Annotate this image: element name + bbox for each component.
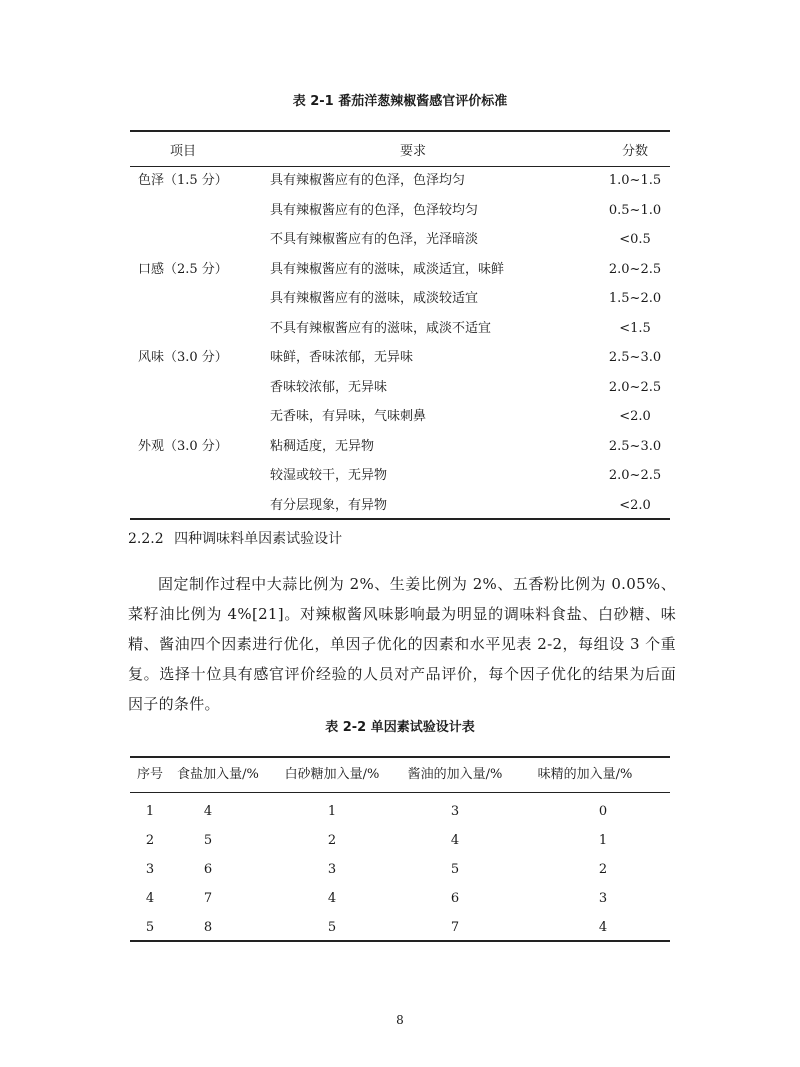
table2-cell: 6 xyxy=(203,862,213,877)
table2-caption: 表 2-2 单因素试验设计表 xyxy=(325,720,475,735)
table2-header-cell: 食盐加入量/% xyxy=(177,767,259,782)
table1-cell-requirement: 具有辣椒酱应有的色泽，色泽均匀 xyxy=(270,173,466,188)
table1-cell-requirement: 有分层现象，有异物 xyxy=(270,498,388,513)
table1-cell-requirement: 较湿或较干，无异物 xyxy=(270,468,388,483)
table1-cell-score: 1.5~2.0 xyxy=(608,291,662,306)
table2-cell: 7 xyxy=(450,920,460,935)
table2-cell: 2 xyxy=(327,833,337,848)
table1-cell-score: <1.5 xyxy=(619,321,651,336)
table1-cell-score: 2.5~3.0 xyxy=(608,439,662,454)
table1-cell-requirement: 无香味，有异味，气味刺鼻 xyxy=(270,409,427,424)
table2-cell: 1 xyxy=(145,804,155,819)
page-number: 8 xyxy=(396,1013,404,1027)
paragraph-text: 固定制作过程中大蒜比例为 2%、生姜比例为 2%、五香粉比例为 0.05%、菜籽油比例为 4%[21]。对辣椒酱风味影响最为明显的调味料食盐、白砂糖、味精、酱油四个因素进行优化，单因子优化的因素和水平见表 2-2，每组设 3 个重复。选择十位具有感官评价经验的人员对产品评价，每个因子优化的结果为后面因子的条件。 xyxy=(128,575,676,713)
table2-header-cell: 味精的加入量/% xyxy=(537,767,633,782)
table2-cell: 8 xyxy=(203,920,213,935)
table2-cell: 4 xyxy=(450,833,460,848)
table2-cell: 1 xyxy=(327,804,337,819)
table2-bottom-rule xyxy=(130,940,670,942)
section-heading xyxy=(128,528,342,548)
table2-cell: 4 xyxy=(327,891,337,906)
table1-cell-requirement: 具有辣椒酱应有的色泽，色泽较均匀 xyxy=(270,203,479,218)
section-number: 2.2.2 xyxy=(128,531,164,547)
table2-top-rule xyxy=(130,756,670,758)
table1-cell-requirement: 香味较浓郁，无异味 xyxy=(270,380,388,395)
table2-cell: 1 xyxy=(598,833,608,848)
table2-cell: 4 xyxy=(203,804,213,819)
table1-cell-requirement: 味鲜，香味浓郁，无异味 xyxy=(270,350,414,365)
table2-header-cell: 序号 xyxy=(136,767,163,782)
table1-header-score: 分数 xyxy=(621,144,648,159)
table1-cell-item: 色泽（1.5 分） xyxy=(138,173,228,188)
table1-bottom-rule xyxy=(130,518,670,520)
table1-cell-requirement: 不具有辣椒酱应有的滋味，咸淡不适宜 xyxy=(270,321,492,336)
table1-header-rule xyxy=(130,166,670,167)
section-title: 四种调味料单因素试验设计 xyxy=(174,531,343,547)
table2-cell: 6 xyxy=(450,891,460,906)
table2-cell: 3 xyxy=(598,891,608,906)
table1-caption: 表 2-1 番茄洋葱辣椒酱感官评价标准 xyxy=(292,94,508,109)
table2-cell: 5 xyxy=(327,920,337,935)
table1-cell-score: <0.5 xyxy=(619,232,651,247)
table1-cell-requirement: 具有辣椒酱应有的滋味，咸淡较适宜 xyxy=(270,291,479,306)
table1-cell-requirement: 粘稠适度，无异物 xyxy=(270,439,375,454)
table1-cell-item: 口感（2.5 分） xyxy=(138,262,228,277)
table2-cell: 5 xyxy=(145,920,155,935)
table2-cell: 0 xyxy=(598,804,608,819)
table1-cell-score: 2.0~2.5 xyxy=(608,262,662,277)
table2-cell: 7 xyxy=(203,891,213,906)
table2-cell: 3 xyxy=(327,862,337,877)
table2-header-cell: 酱油的加入量/% xyxy=(407,767,503,782)
table2-cell: 3 xyxy=(450,804,460,819)
table1-cell-score: 2.0~2.5 xyxy=(608,380,662,395)
table1-cell-score: 2.5~3.0 xyxy=(608,350,662,365)
table2-cell: 2 xyxy=(598,862,608,877)
body-paragraph xyxy=(128,569,676,719)
table2-cell: 5 xyxy=(203,833,213,848)
table1-cell-score: <2.0 xyxy=(619,409,651,424)
table2-cell: 2 xyxy=(145,833,155,848)
table1-cell-item: 风味（3.0 分） xyxy=(138,350,228,365)
table1-header-item: 项目 xyxy=(170,144,197,159)
table1-cell-requirement: 具有辣椒酱应有的滋味，咸淡适宜，味鲜 xyxy=(270,262,505,277)
table1-cell-score: 1.0~1.5 xyxy=(608,173,662,188)
table1-header-requirement: 要求 xyxy=(400,144,427,159)
table2-header-cell: 白砂糖加入量/% xyxy=(284,767,380,782)
table2-cell: 4 xyxy=(145,891,155,906)
table1-cell-item: 外观（3.0 分） xyxy=(138,439,228,454)
table1-top-rule xyxy=(130,130,670,132)
table2-cell: 3 xyxy=(145,862,155,877)
table1-cell-score: 2.0~2.5 xyxy=(608,468,662,483)
table1-cell-requirement: 不具有辣椒酱应有的色泽，光泽暗淡 xyxy=(270,232,479,247)
table1-cell-score: <2.0 xyxy=(619,498,651,513)
table2-header-rule xyxy=(130,792,670,793)
table2-cell: 5 xyxy=(450,862,460,877)
table2-cell: 4 xyxy=(598,920,608,935)
table1-cell-score: 0.5~1.0 xyxy=(608,203,662,218)
